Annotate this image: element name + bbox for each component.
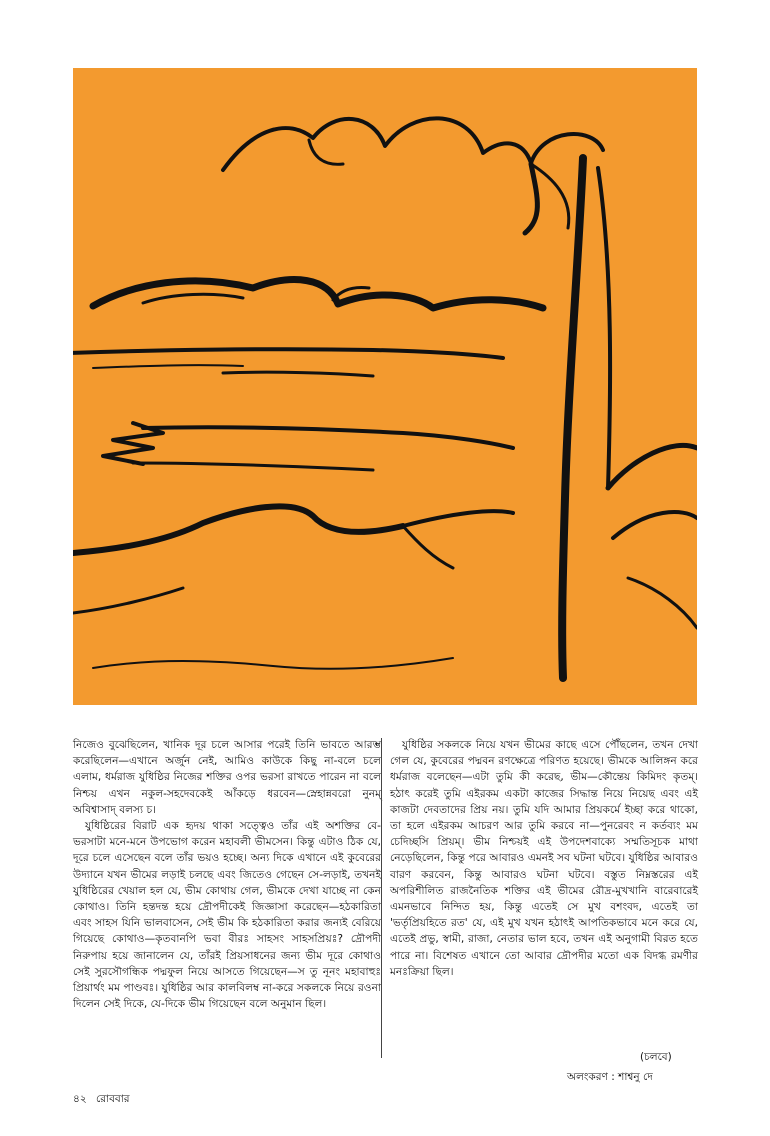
page-number: ৪২ <box>73 1093 87 1105</box>
article-column-left <box>73 737 381 1012</box>
abstract-brush-landscape-icon <box>73 68 697 705</box>
column-divider <box>381 738 382 1058</box>
magazine-name: রোববার <box>95 1093 130 1105</box>
page-footer <box>73 1092 130 1109</box>
article-column-right <box>390 737 698 980</box>
paragraph: নিজেও বুঝেছিলেন, খানিক দূর চলে আসার পরেই তিনি ভাবতে আরম্ভ করেছিলেন—এখানে অর্জুন নেই, আমিও কাউকে কিছু না-বলে চলে এলাম, ধর্মরাজ যুধিষ্ঠির নিজের শক্তির ওপর ভরসা রাখতে পারেন না বলে নিশ্চয় এখন নকুল-সহদেবকেই আঁকড়ে ধরবেন—স্নেহান্নবরো নুনম্ অবিশ্বাসাদ্ বলস্য চ। <box>73 739 381 816</box>
illustration <box>73 68 697 705</box>
illustration-credit: অলংকরণ : শাশ্বনু দে <box>567 1071 653 1083</box>
paragraph: যুধিষ্ঠিরের বিরাট এক হৃদয় থাকা সত্ত্বেও তাঁর এই অশক্তির বে-ভরসাটা মনে-মনে উপভোগ করেন মহাবলী ভীমসেন। কিন্তু এটাও ঠিক যে, দূরে চলে এসেছেন বলে তাঁর ভয়ও হচ্ছে। অন্য দিকে এখানে এই কুবেরের উদ্যানে যখন ভীমের লড়াই চলছে এবং জিতেও গেছেন সে-লড়াই, তখনই যুধিষ্ঠিরের খেয়াল হল যে, ভীম কোথায় গেল, ভীমকে দেখা যাচ্ছে না কেন কোথাও। তিনি হন্তদন্ত হয়ে দ্রৌপদীকেই জিজ্ঞাসা করেছেন—হঠকারিতা এবং সাহস যিনি ভালবাসেন, সেই ভীম কি হঠকারিতা করার জন্যই বেরিয়ে গিয়েছে কোথাও—কৃতবানপি ভবা বীরঃ সাহসং সাহসপ্রিয়ঃ? দ্রৌপদী নিরুপায় হয়ে জানালেন যে, তাঁরই প্রিয়সাধনের জন্য ভীম দূরে কোথাও সেই সুরসৌগন্ধিক পদ্মফুল নিয়ে আসতে গিয়েছেন—স তু নূনং মহাবাহুঃ প্রিয়ার্থং মম পাণ্ডবঃ। যুধিষ্ঠির আর কালবিলম্ব না-করে সকলকে নিয়ে রওনা দিলেন সেই দিকে, যে-দিকে ভীম গিয়েছেন বলে অনুমান ছিল। <box>73 820 381 1011</box>
to-be-continued: (চলবে) <box>640 1051 672 1063</box>
paragraph: যুধিষ্ঠির সকলকে নিয়ে যখন ভীমের কাছে এসে পৌঁছলেন, তখন দেখা গেল যে, কুবেরের পদ্মবন রণক্ষেত্রে পরিণত হয়েছে। ভীমকে আলিঙ্গন করে ধর্মরাজ বলেছেন—এটা তুমি কী করেছ, ভীম—কৌন্তেয় কিমিদং কৃতম্। হঠাৎ করেই তুমি এইরকম একটা কাজের সিদ্ধান্ত নিয়ে নিয়েছ এবং এই কাজটা দেবতাদের প্রিয় নয়। তুমি যদি আমার প্রিয়কর্মে ইচ্ছা করে থাকো, তা হলে এইরকম আচরণ আর তুমি করবে না—পুনরেবং ন কর্তব্যং মম চেদিচ্ছসি প্রিয়ম্। ভীম নিশ্চয়ই এই উপদেশবাক্যে সম্মতিসূচক মাথা নেড়েছিলেন, কিন্তু পরে আবারও এমনই সব ঘটনা ঘটবে। যুধিষ্ঠির আবারও বারণ করবেন, কিন্তু আবারও ঘটনা ঘটবে। বস্তুত নিম্নস্তরের এই অপরিশীলিত রাজনৈতিক শক্তির এই ভীমের রৌদ্র-মুখখানি বারেবারেই এমনভাবে নিন্দিত হয়, কিন্তু এতেই সে মুখ বশংবদ, এতেই তা 'ভর্তৃপ্রিয়হিতে রত' যে, এই মুখ যখন হঠাৎই আপতিকভাবে মনে করে যে, এতেই প্রভু, স্বামী, রাজা, নেতার ভাল হবে, তখন এই অনুগামী বিরত হতে পারে না। বিশেষত এখানে তো আবার দ্রৌপদীর মতো এক বিদগ্ধ রমণীর মনঃক্রিয়া ছিল। <box>390 739 698 978</box>
